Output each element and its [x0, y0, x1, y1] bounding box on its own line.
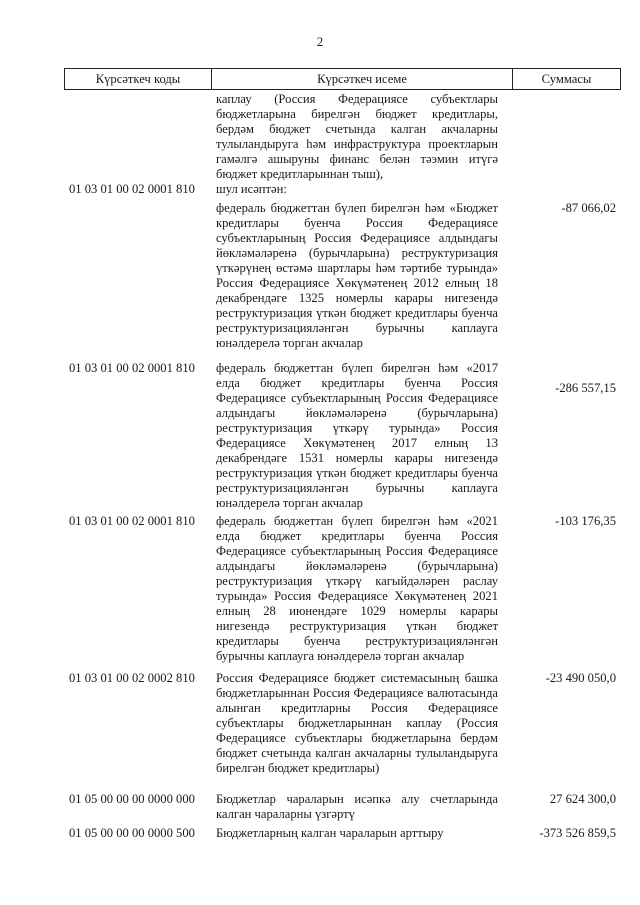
- row-name: федераль бюджеттан бүлеп бирелгән һәм «2017 елда бюджет кредитлары буенча Россия Федерациясе субъектларының Россия Федерациясе алдындагы йөкләмәләренә (бурычларына) реструктуризация үткәрү турында» Россия Федерациясе Хөкүмәтенең 2017 елның 13 декабрендәге 1531 номерлы карары нигезендә реструктуризация үткән бюджет кредитлары буенча реструктуризацияләнгән бурычны каплауга юнәлдерелә торган акчалар: [216, 361, 498, 510]
- row-sum: -87 066,02: [561, 201, 616, 215]
- row-name: Бюджетлар чараларын исәпкә алу счетларында калган чараларны үзгәртү: [216, 792, 498, 821]
- row-sum: -286 557,15: [555, 381, 616, 395]
- row-sum: -373 526 859,5: [539, 826, 616, 840]
- row-sum: -23 490 050,0: [545, 671, 616, 685]
- row-sum: -103 176,35: [555, 514, 616, 528]
- row-name: федераль бюджеттан бүлеп бирелгән һәм «Бюджет кредитлары буенча Россия Федерациясе субъектларының Россия Федерациясе алдындагы йөкләмәләренә (бурычларына) реструктуризация үткәрүнең өстәмә шартлары һәм тәртибе турында» Россия Федерациясе Хөкүмәтенең 2012 елның 18 декабрендәге 1325 номерлы карары нигезендә реструктуризация үткән бюджет кредитлары буенча реструктуризацияләнгән бурычны каплауга юнәлдерелә торган акчалар: [216, 201, 498, 350]
- row-code: 01 03 01 00 02 0001 810: [69, 361, 195, 375]
- row-name: федераль бюджеттан бүлеп бирелгән һәм «2021 елда бюджет кредитлары буенча Россия Федерациясе субъектларының Россия Федерациясе алдындагы йөкләмәләренә (бурычларына) реструктуризация үткәрү кагыйдәләрен раслау турында» Россия Федерациясе Хөкүмәтенең 2021 елның 28 июнендәге 1029 номерлы карары нигезендә реструктуризация үткән бюджет кредитлары буенча реструктуризацияләнгән бурычны каплауга юнәлдерелә торган акчалар: [216, 514, 498, 663]
- row-code: 01 03 01 00 02 0001 810: [69, 514, 195, 528]
- page-number: 2: [316, 34, 324, 49]
- header-sum: Суммасы: [541, 71, 592, 86]
- row-code: 01 03 01 00 02 0001 810: [69, 182, 195, 196]
- row-name: Бюджетларның калган чараларын арттыру: [216, 826, 444, 840]
- row-name: шул исәптән:: [216, 182, 287, 196]
- row-name: каплау (Россия Федерациясе субъектлары бюджетларына бирелгән бюджет кредитлары, бердәм бюджет счетында калган акчаларны тулыландыруга һәм инфраструктура проектларын гамәлгә ашыруны финанс белән тәэмин итүгә бюджет кредитларыннан тыш),: [216, 92, 498, 181]
- row-name: Россия Федерациясе бюджет системасының башка бюджетларыннан Россия Федерациясе валютасында алынган кредитларны Россия Федерациясе субъектлары бюджетларыннан каплау (Россия Федерациясе субъектлары бюджетларына бердәм бюджет счетында калган акчаларны тулыландыруга бирелгән бюджет кредитлары): [216, 671, 498, 775]
- row-sum: 27 624 300,0: [549, 792, 616, 806]
- table-header: [64, 68, 621, 90]
- header-name: Күрсәткеч исеме: [212, 69, 513, 89]
- row-code: 01 03 01 00 02 0002 810: [69, 671, 195, 685]
- header-code: Күрсәткеч коды: [65, 69, 212, 89]
- row-code: 01 05 00 00 00 0000 000: [69, 792, 195, 806]
- row-code: 01 05 00 00 00 0000 500: [69, 826, 195, 840]
